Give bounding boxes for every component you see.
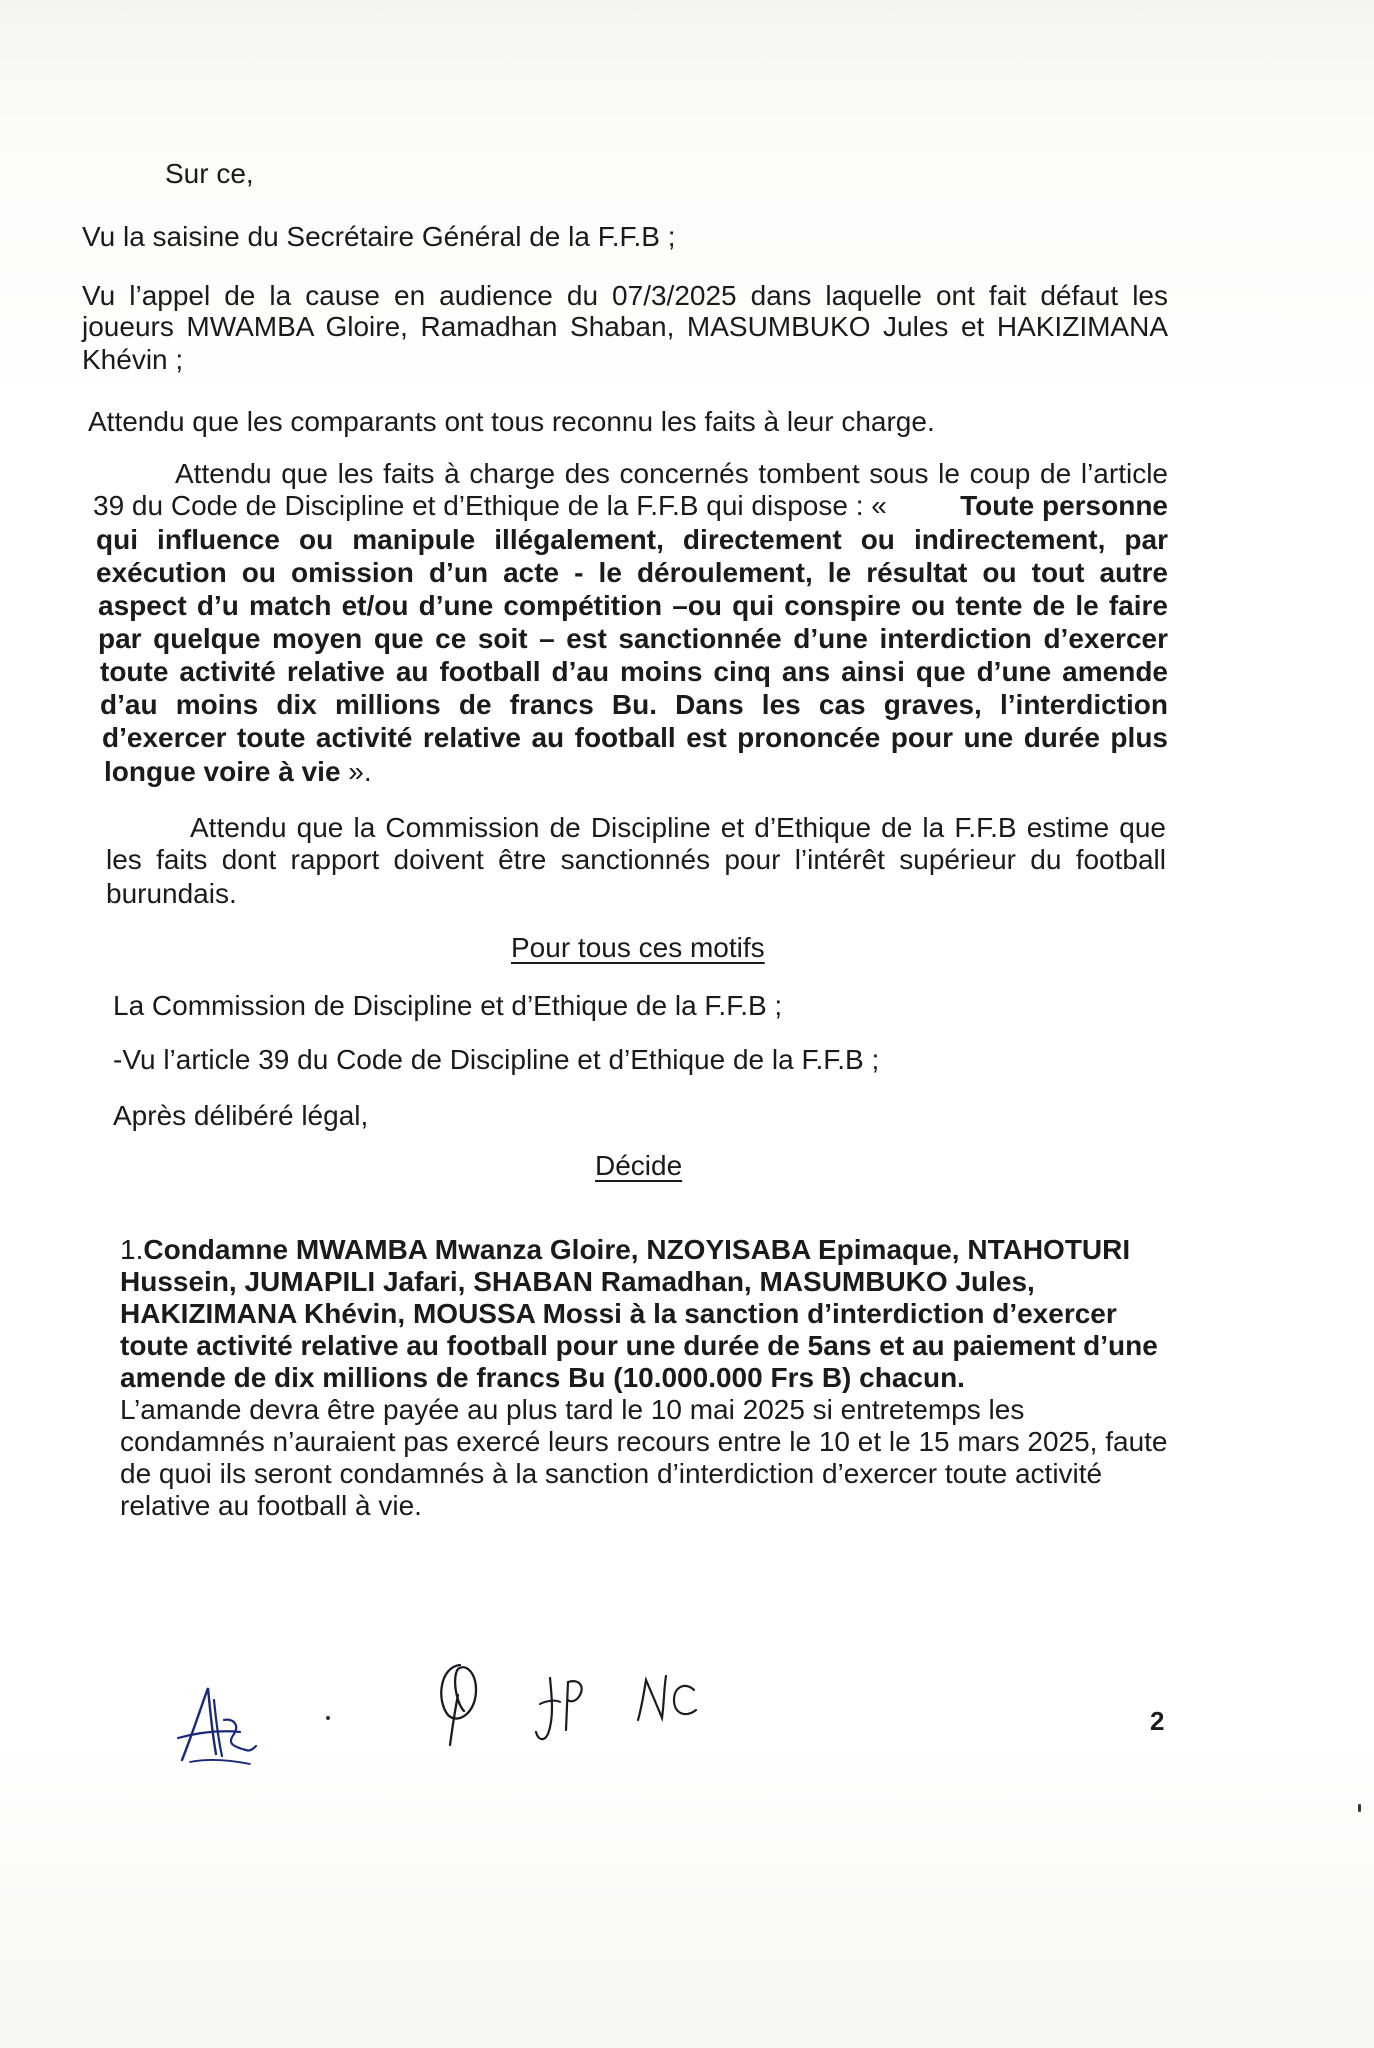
motifs-heading: Pour tous ces motifs — [511, 932, 765, 963]
decision-line-1-text: Condamne MWAMBA Mwanza Gloire, NZOYISABA Epimaque, NTAHOTURI — [143, 1234, 1131, 1265]
attendu-commission-line-3: burundais. — [106, 878, 237, 909]
signature-initials-2 — [430, 1655, 490, 1750]
decision-line-5: amende de dix millions de francs Bu (10.000.000 Frs B) chacun. — [120, 1362, 965, 1393]
attendu-comparants: Attendu que les comparants ont tous reconnu les faits à leur charge. — [88, 406, 935, 437]
delibere-line: Après délibéré légal, — [113, 1100, 369, 1131]
article-quote-end: longue voire à vie — [104, 756, 341, 787]
amende-line-4: relative au football à vie. — [120, 1490, 422, 1521]
decision-line-1 — [120, 1234, 1130, 1266]
vu-appel-line-1: Vu l’appel de la cause en audience du 07/3/2025 dans laquelle ont fait défaut les — [82, 280, 1168, 311]
article-quote-line-7: d’exercer toute activité relative au football est prononcée pour une durée plus — [102, 722, 1168, 753]
article-quote-line-6: d’au moins dix millions de francs Bu. Dans les cas graves, l’interdiction — [100, 689, 1168, 720]
signature-initials-3 — [530, 1668, 590, 1753]
article-quote-line-3: aspect d’u match et/ou d’une compétition –ou qui conspire ou tente de le faire — [98, 590, 1168, 621]
opening-line: Sur ce, — [165, 158, 254, 189]
amende-line-1: L’amande devra être payée au plus tard le 10 mai 2025 si entretemps les — [120, 1394, 1025, 1425]
page-number: 2 — [1150, 1706, 1165, 1736]
attendu-article-line-1: Attendu que les faits à charge des concernés tombent sous le coup de l’article — [175, 458, 1168, 489]
article-quote-close: ». — [340, 756, 372, 787]
vu-saisine: Vu la saisine du Secrétaire Général de la F.F.B ; — [82, 221, 676, 252]
article-quote-line-8 — [104, 756, 372, 788]
article-quote-line-2: exécution ou omission d’un acte - le déroulement, le résultat ou tout autre — [96, 557, 1168, 588]
scan-mark — [1358, 1804, 1361, 1812]
decision-line-2: Hussein, JUMAPILI Jafari, SHABAN Ramadhan, MASUMBUKO Jules, — [120, 1266, 1035, 1297]
signature-initials-1 — [170, 1680, 270, 1770]
article-quote-start: Toute personne — [960, 490, 1168, 521]
amende-line-3: de quoi ils seront condamnés à la sanction d’interdiction d’exercer toute activité — [120, 1458, 1103, 1489]
amende-line-2: condamnés n’auraient pas exercé leurs recours entre le 10 et le 15 mars 2025, faute — [120, 1426, 1168, 1457]
ink-dot — [326, 1716, 330, 1720]
article-quote-line-5: toute activité relative au football d’au moins cinq ans ainsi que d’une amende — [100, 656, 1168, 687]
decision-line-3: HAKIZIMANA Khévin, MOUSSA Mossi à la sanction d’interdiction d’exercer — [120, 1298, 1117, 1329]
attendu-article-line-2-text: 39 du Code de Discipline et d’Ethique de la F.F.B qui dispose : « — [93, 490, 895, 521]
vu-article-line: -Vu l’article 39 du Code de Discipline et d’Ethique de la F.F.B ; — [113, 1044, 880, 1075]
vu-appel-line-2: joueurs MWAMBA Gloire, Ramadhan Shaban, MASUMBUKO Jules et HAKIZIMANA — [82, 311, 1168, 342]
article-quote-line-1: qui influence ou manipule illégalement, directement ou indirectement, par — [96, 524, 1168, 555]
decision-line-4: toute activité relative au football pour une durée de 5ans et au paiement d’une — [120, 1330, 1158, 1361]
attendu-commission-line-1: Attendu que la Commission de Discipline et d’Ethique de la F.F.B estime que — [190, 812, 1166, 843]
decide-heading: Décide — [595, 1150, 683, 1181]
signature-initials-4 — [632, 1670, 702, 1730]
decision-number: 1. — [120, 1234, 144, 1265]
vu-appel-line-3: Khévin ; — [82, 344, 184, 375]
commission-line: La Commission de Discipline et d’Ethique de la F.F.B ; — [113, 990, 783, 1021]
attendu-commission-line-2: les faits dont rapport doivent être sanctionnés pour l’intérêt supérieur du football — [106, 844, 1166, 875]
article-quote-line-4: par quelque moyen que ce soit – est sanctionnée d’une interdiction d’exercer — [98, 623, 1168, 654]
attendu-article-line-2 — [93, 490, 1168, 522]
